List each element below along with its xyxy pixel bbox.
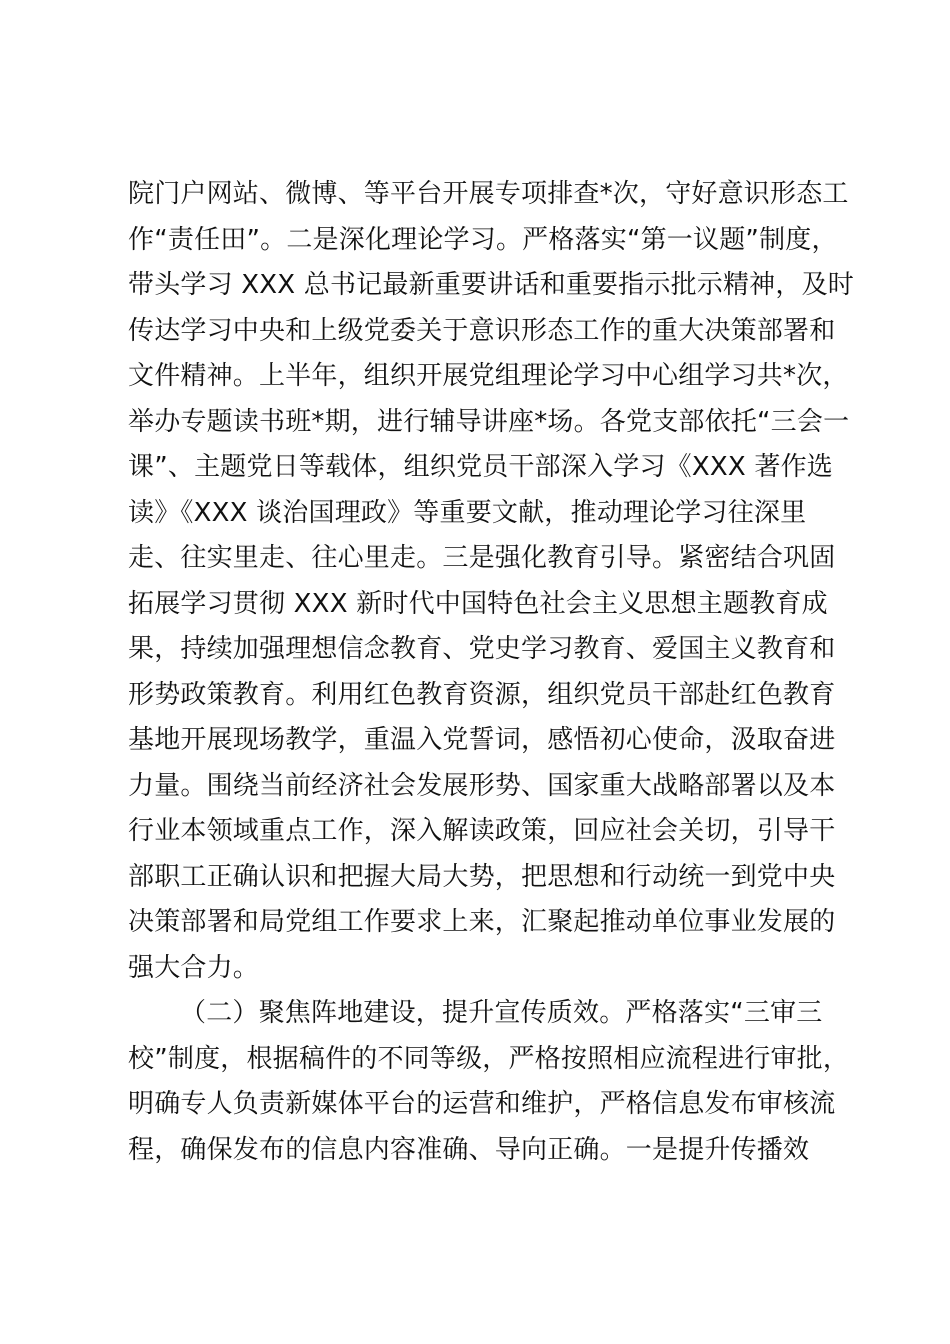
text-line: 拓展学习贯彻 XXX 新时代中国特色社会主义思想主题教育成 xyxy=(128,588,828,619)
text-line: 举办专题读书班*期，进行辅导讲座*场。各党支部依托“三会一 xyxy=(128,406,850,437)
text-line: 行业本领域重点工作，深入解读政策，回应社会关切，引导干 xyxy=(128,816,836,846)
text-line: 院门户网站、微博、等平台开展专项排查*次，守好意识形态工 xyxy=(128,179,849,209)
text-line: 走、往实里走、往心里走。三是强化教育引导。紧密结合巩固 xyxy=(128,543,836,573)
text-line: 传达学习中央和上级党委关于意识形态工作的重大决策部署和 xyxy=(128,315,836,346)
text-line: 果，持续加强理想信念教育、党史学习教育、爱国主义教育和 xyxy=(128,634,836,664)
text-line: 校”制度，根据稿件的不同等级，严格按照相应流程进行审批， xyxy=(128,1043,850,1074)
section-heading-line: （二）聚焦阵地建设，提升宣传质效。严格落实“三审三 xyxy=(180,998,823,1028)
text-line: 明确专人负责新媒体平台的运营和维护，严格信息发布审核流 xyxy=(128,1089,836,1119)
text-line: 文件精神。上半年，组织开展党组理论学习中心组学习共*次， xyxy=(128,361,849,391)
text-line: 读》《XXX 谈治国理政》等重要文献，推动理论学习往深里 xyxy=(128,497,807,528)
text-line: 作“责任田”。二是深化理论学习。严格落实“第一议题”制度， xyxy=(128,224,838,255)
text-line: 部职工正确认识和把握大局大势，把思想和行动统一到党中央 xyxy=(128,861,836,892)
text-line: 带头学习 XXX 总书记最新重要讲话和重要指示批示精神，及时 xyxy=(128,270,854,300)
text-line: 课”、主题党日等载体，组织党员干部深入学习《XXX 著作选 xyxy=(128,452,833,482)
text-line: 决策部署和局党组工作要求上来，汇聚起推动单位事业发展的 xyxy=(128,907,836,937)
text-line: 基地开展现场教学，重温入党誓词，感悟初心使命，汲取奋进 xyxy=(128,725,836,755)
text-line: 强大合力。 xyxy=(128,952,260,983)
document-body xyxy=(128,172,854,1173)
text-line: 形势政策教育。利用红色教育资源，组织党员干部赴红色教育 xyxy=(128,679,836,710)
text-line: 程，确保发布的信息内容准确、导向正确。一是提升传播效 xyxy=(128,1134,810,1165)
text-line: 力量。围绕当前经济社会发展形势、国家重大战略部署以及本 xyxy=(128,770,836,801)
